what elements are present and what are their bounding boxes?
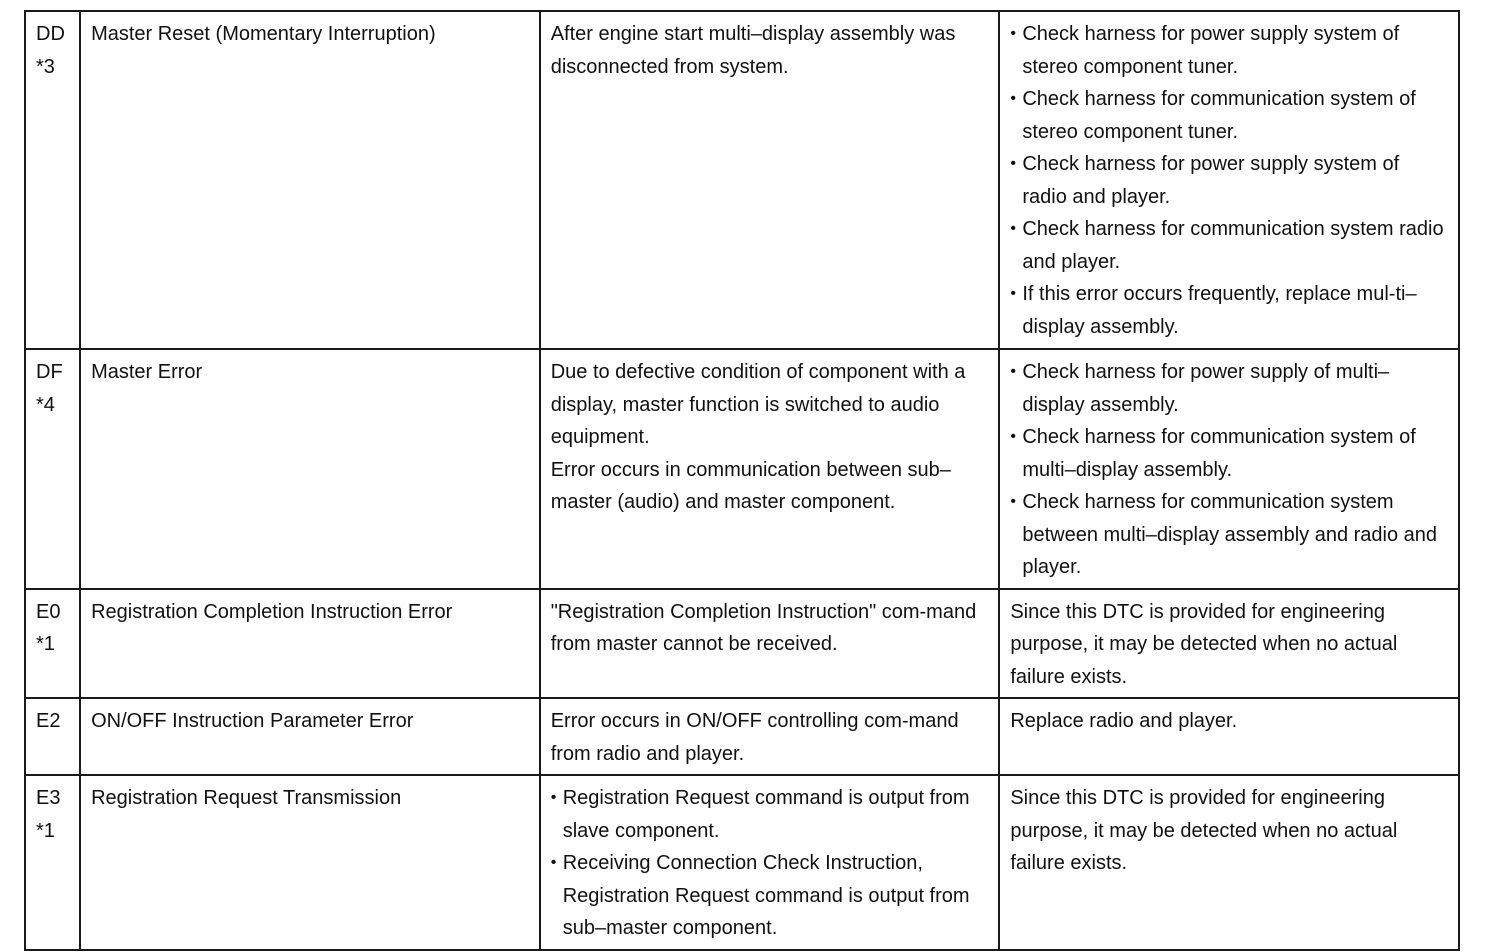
trouble-area-cell xyxy=(999,349,1459,589)
detection-item: Registration Request Transmission xyxy=(91,787,402,809)
dtc-note: *1 xyxy=(36,633,55,655)
list-item: • Registration Request command is output from slave component. xyxy=(551,782,989,847)
table-row xyxy=(25,698,1459,775)
dtc-table xyxy=(24,10,1460,951)
list-item: • Check harness for communication system of stereo component tuner. xyxy=(1010,83,1448,148)
condition-cell xyxy=(540,775,1000,950)
detection-item-cell xyxy=(80,589,540,699)
condition-text: Due to defective condition of component with a display, master function is switched to audio equipment. xyxy=(550,361,966,448)
trouble-area-cell xyxy=(999,11,1459,349)
trouble-area-cell xyxy=(999,775,1459,950)
dtc-code-cell xyxy=(25,775,80,950)
trouble-area-list xyxy=(1010,18,1448,343)
detection-item-cell xyxy=(80,698,540,775)
detection-item: ON/OFF Instruction Parameter Error xyxy=(91,710,414,732)
list-item: • Check harness for power supply system of stereo component tuner. xyxy=(1010,18,1448,83)
dtc-code: E3 xyxy=(36,787,61,809)
dtc-code: DF xyxy=(36,361,63,383)
condition-cell xyxy=(540,698,1000,775)
condition-cell xyxy=(540,589,1000,699)
condition-text: Error occurs in ON/OFF controlling com-mand from radio and player. xyxy=(550,710,959,765)
dtc-note: *1 xyxy=(36,819,55,842)
list-item: • Check harness for power supply system of radio and player. xyxy=(1010,148,1448,213)
dtc-note: *4 xyxy=(36,393,55,416)
table-row xyxy=(25,11,1459,349)
list-item: • If this error occurs frequently, replace mul-ti–display assembly. xyxy=(1010,278,1448,343)
condition-text: Error occurs in communication between sub–master (audio) and master component. xyxy=(550,458,951,513)
condition-text: "Registration Completion Instruction" com-mand from master cannot be received. xyxy=(550,600,977,655)
trouble-area-list xyxy=(1010,356,1448,584)
detection-item-cell xyxy=(80,349,540,589)
trouble-area-text: Since this DTC is provided for engineering purpose, it may be detected when no actual failure exists. xyxy=(1010,600,1398,688)
dtc-code-cell xyxy=(25,349,80,589)
dtc-code: E2 xyxy=(36,710,61,732)
trouble-area-text: Replace radio and player. xyxy=(1010,710,1238,732)
trouble-area-cell xyxy=(999,589,1459,699)
condition-list xyxy=(551,782,989,945)
dtc-code: E0 xyxy=(36,600,61,623)
table-row xyxy=(25,589,1459,699)
list-item: • Receiving Connection Check Instruction, Registration Request command is output from sub–master component. xyxy=(551,847,989,945)
condition-text: After engine start multi–display assembly was disconnected from system. xyxy=(550,23,956,78)
dtc-code-cell xyxy=(25,11,80,349)
dtc-code-cell xyxy=(25,698,80,775)
list-item: • Check harness for communication system of multi–display assembly. xyxy=(1010,421,1448,486)
detection-item-cell xyxy=(80,11,540,349)
detection-item: Registration Completion Instruction Error xyxy=(91,600,453,623)
dtc-code: DD xyxy=(36,23,65,45)
trouble-area-text: Since this DTC is provided for engineering purpose, it may be detected when no actual failure exists. xyxy=(1010,787,1398,874)
table-row xyxy=(25,775,1459,950)
detection-item-cell xyxy=(80,775,540,950)
detection-item: Master Error xyxy=(91,361,203,383)
trouble-area-cell xyxy=(999,698,1459,775)
detection-item: Master Reset (Momentary Interruption) xyxy=(91,23,436,45)
list-item: • Check harness for power supply of multi–display assembly. xyxy=(1010,356,1448,421)
dtc-note: *3 xyxy=(36,55,55,78)
condition-cell xyxy=(540,11,1000,349)
list-item: • Check harness for communication system radio and player. xyxy=(1010,213,1448,278)
list-item: • Check harness for communication system between multi–display assembly and radio and player. xyxy=(1010,486,1448,584)
dtc-code-cell xyxy=(25,589,80,699)
table-row xyxy=(25,349,1459,589)
condition-cell xyxy=(540,349,1000,589)
